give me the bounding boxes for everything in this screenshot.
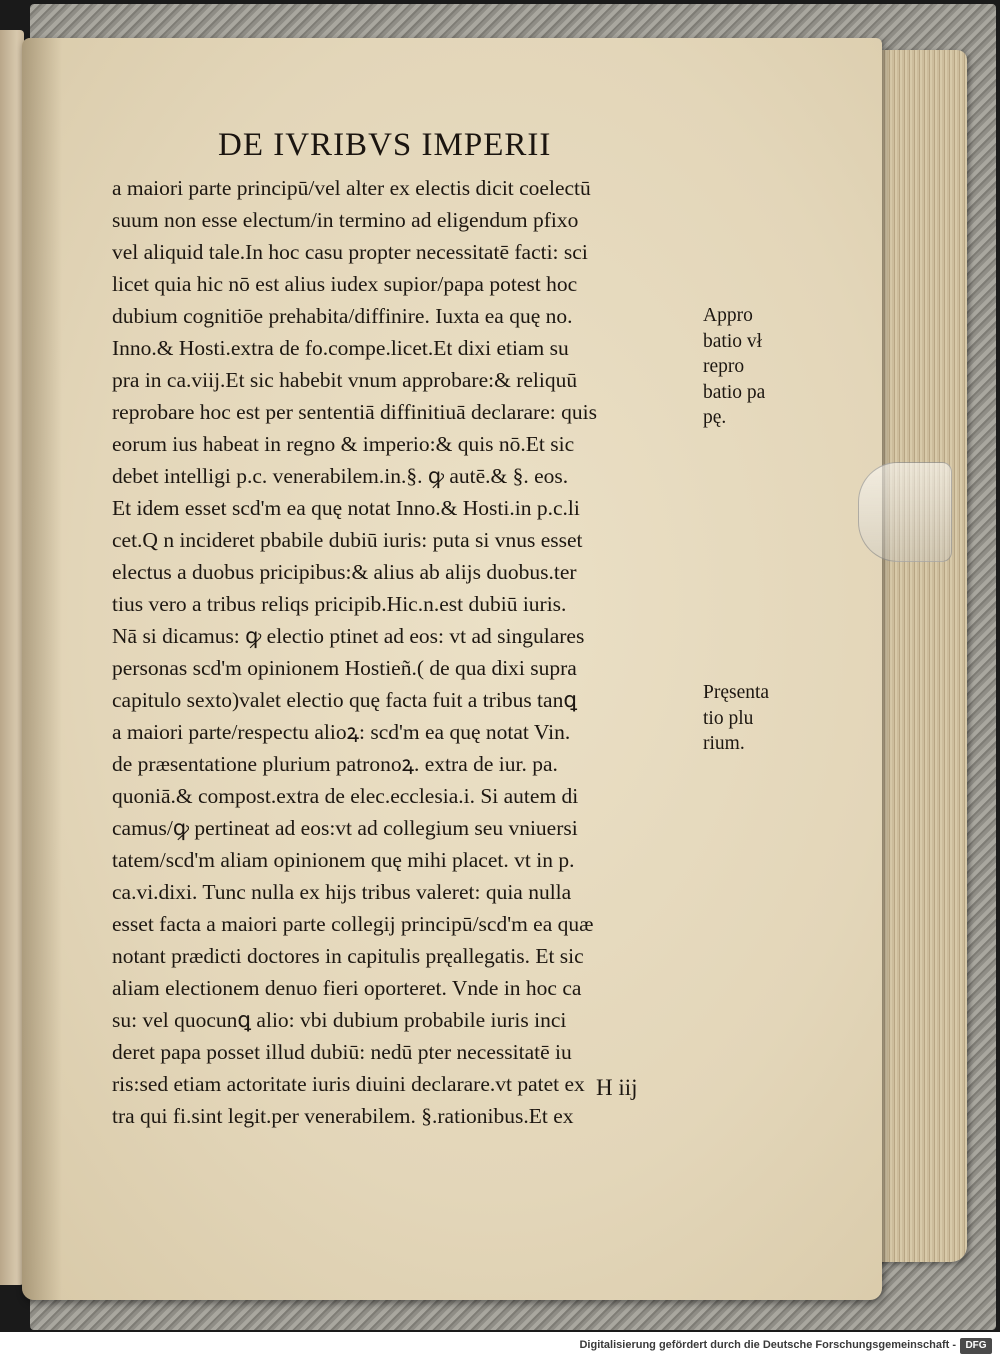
text-line: tatem/scd'm aliam opinionem quę mihi placet. vt in p.	[112, 848, 575, 872]
margin-note-approbatio	[703, 303, 798, 431]
text-line: quoniā.& compost.extra de elec.ecclesia.i. Si autem di	[112, 784, 579, 808]
text-line: su: vel quocunꝗ alio: vbi dubium probabile iuris inci	[112, 1008, 567, 1032]
left-page-edge	[0, 30, 24, 1285]
text-line: tius vero a tribus reliqs pricipib.Hic.n.est dubiū iuris.	[112, 592, 567, 616]
text-line: pra in ca.viij.Et sic habebit vnum approbare:& reliquū	[112, 368, 578, 392]
gutter-shadow	[22, 38, 62, 1300]
footer-bar	[0, 1332, 1000, 1361]
margin-note-line: repro	[703, 356, 745, 377]
running-head: DE IVRIBVS IMPERII	[218, 127, 552, 163]
text-line: debet intelligi p.c. venerabilem.in.§. ꝙ autē.& §. eos.	[112, 464, 569, 488]
text-line: a maiori parte/respectu alioꝝ: scd'm ea quę notat Vin.	[112, 720, 571, 744]
margin-note-line: Pręsenta	[703, 682, 770, 703]
text-line: tra qui fi.sint legit.per venerabilem. §.rationibus.Et ex	[112, 1104, 574, 1128]
margin-note-line: tio plu	[703, 707, 754, 729]
body-text	[112, 172, 712, 1132]
margin-note-line: batio pa	[703, 381, 766, 403]
text-line: notant prædicti doctores in capitulis pręallegatis. Et sic	[112, 944, 584, 968]
margin-note-praesentatio	[703, 680, 798, 757]
text-line: Inno.& Hosti.extra de fo.compe.licet.Et dixi etiam su	[112, 336, 569, 360]
text-line: camus/ꝙ pertineat ad eos:vt ad collegium seu vniuersi	[112, 816, 578, 840]
text-line: eorum ius habeat in regno & imperio:& quis nō.Et sic	[112, 432, 575, 456]
text-line: de præsentatione plurium patronoꝝ. extra de iur. pa.	[112, 752, 558, 776]
margin-note-line: Appro	[703, 305, 753, 326]
margin-note-line: pę.	[703, 407, 727, 428]
text-line: Et idem esset scd'm ea quę notat Inno.& Hosti.in p.c.li	[112, 496, 580, 520]
margin-note-line: rium.	[703, 733, 745, 754]
text-line: a maiori parte principū/vel alter ex electis dicit coelectū	[112, 176, 591, 200]
signature-mark: H iij	[596, 1075, 638, 1100]
text-line: electus a duobus pricipibus:& alius ab alijs duobus.ter	[112, 560, 577, 584]
text-line: capitulo sexto)valet electio quę facta fuit a tribus tanꝗ	[112, 688, 577, 712]
text-line: cet.Q n incideret pbabile dubiū iuris: puta si vnus esset	[112, 528, 583, 552]
text-line: personas scd'm opinionem Hostieñ.( de qua dixi supra	[112, 656, 577, 680]
text-line: reprobare hoc est per sententiā diffinitiuā declarare: quis	[112, 400, 597, 424]
text-line: ca.vi.dixi. Tunc nulla ex hijs tribus valeret: quia nulla	[112, 880, 572, 904]
text-line: deret papa posset illud dubiū: nedū pter necessitatē iu	[112, 1040, 572, 1064]
text-line: Nā si dicamus: ꝙ electio ptinet ad eos: vt ad singulares	[112, 624, 585, 648]
footer-credit: Digitalisierung gefördert durch die Deutsche Forschungsgemeinschaft -	[579, 1339, 956, 1351]
text-line: suum non esse electum/in termino ad eligendum pfixo	[112, 208, 579, 232]
text-line: ris:sed etiam actoritate iuris diuini declarare.vt patet ex	[112, 1072, 585, 1096]
text-line: licet quia hic nō est alius iudex supior/papa potest hoc	[112, 272, 578, 296]
text-line: vel aliquid tale.In hoc casu propter necessitatē facti: sci	[112, 240, 588, 264]
text-line: aliam electionem denuo fieri oporteret. Vnde in hoc ca	[112, 976, 582, 1000]
page-clip	[858, 462, 952, 562]
dfg-logo: DFG	[960, 1338, 992, 1354]
margin-note-line: batio vł	[703, 330, 763, 352]
text-line: dubium cognitiōe prehabita/diffinire. Iuxta ea quę no.	[112, 304, 573, 328]
text-line: esset facta a maiori parte collegij principū/scd'm ea quæ	[112, 912, 594, 936]
